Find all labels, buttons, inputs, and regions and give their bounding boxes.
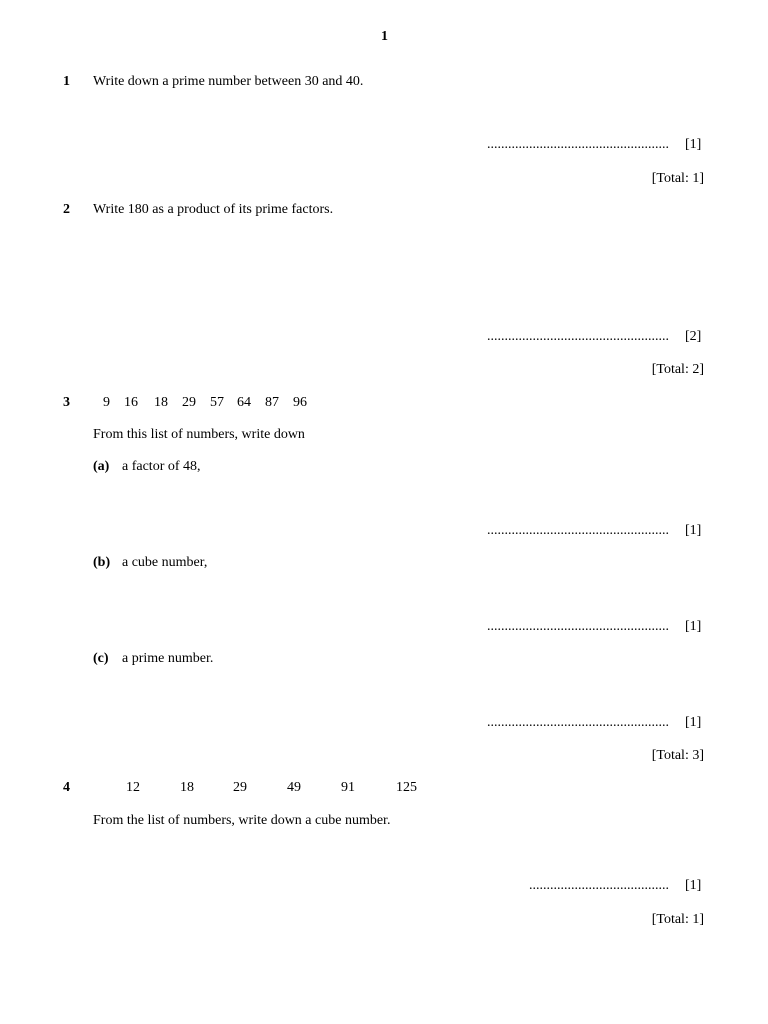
question-3b-answer-line[interactable]: .................................................... — [487, 619, 669, 634]
question-1-number: 1 — [63, 74, 70, 89]
question-2-text: Write 180 as a product of its prime factors. — [93, 202, 334, 217]
question-1-mark: [1] — [685, 137, 702, 152]
list-number: 57 — [210, 395, 224, 410]
question-3b-text: a cube number, — [122, 555, 208, 570]
list-number: 96 — [293, 395, 307, 410]
question-3b-mark: [1] — [685, 619, 702, 634]
question-1-total: [Total: 1] — [651, 171, 704, 186]
list-number: 9 — [103, 395, 110, 410]
question-3b-label: (b) — [93, 555, 111, 570]
list-number: 16 — [124, 395, 138, 410]
question-3a-mark: [1] — [685, 523, 702, 538]
question-1-text: Write down a prime number between 30 and 40. — [93, 74, 364, 89]
list-number: 125 — [396, 780, 417, 795]
list-number: 91 — [341, 780, 355, 795]
question-4-number: 4 — [63, 780, 70, 795]
question-3a-label: (a) — [93, 459, 110, 474]
page-number: 1 — [381, 29, 388, 44]
question-2-answer-line[interactable]: .................................................... — [487, 329, 669, 344]
question-2-total: [Total: 2] — [651, 362, 704, 377]
question-2-mark: [2] — [685, 329, 702, 344]
question-3a-answer-line[interactable]: .................................................... — [487, 523, 669, 538]
question-4-answer-line[interactable]: ........................................ — [529, 878, 669, 893]
list-number: 18 — [180, 780, 194, 795]
list-number: 29 — [182, 395, 196, 410]
list-number: 29 — [233, 780, 247, 795]
question-3-number: 3 — [63, 395, 70, 410]
question-3-total: [Total: 3] — [651, 748, 704, 763]
question-4-total: [Total: 1] — [651, 912, 704, 927]
question-3-intro: From this list of numbers, write down — [93, 427, 305, 442]
list-number: 18 — [154, 395, 168, 410]
question-3c-answer-line[interactable]: .................................................... — [487, 715, 669, 730]
question-3c-mark: [1] — [685, 715, 702, 730]
list-number: 87 — [265, 395, 279, 410]
question-2-number: 2 — [63, 202, 70, 217]
question-3c-label: (c) — [93, 651, 109, 666]
question-1-answer-line[interactable]: .................................................... — [487, 137, 669, 152]
question-3c-text: a prime number. — [122, 651, 214, 666]
question-4-text: From the list of numbers, write down a cube number. — [93, 813, 391, 828]
question-4-mark: [1] — [685, 878, 702, 893]
list-number: 64 — [237, 395, 251, 410]
list-number: 12 — [126, 780, 140, 795]
question-3a-text: a factor of 48, — [122, 459, 201, 474]
list-number: 49 — [287, 780, 301, 795]
